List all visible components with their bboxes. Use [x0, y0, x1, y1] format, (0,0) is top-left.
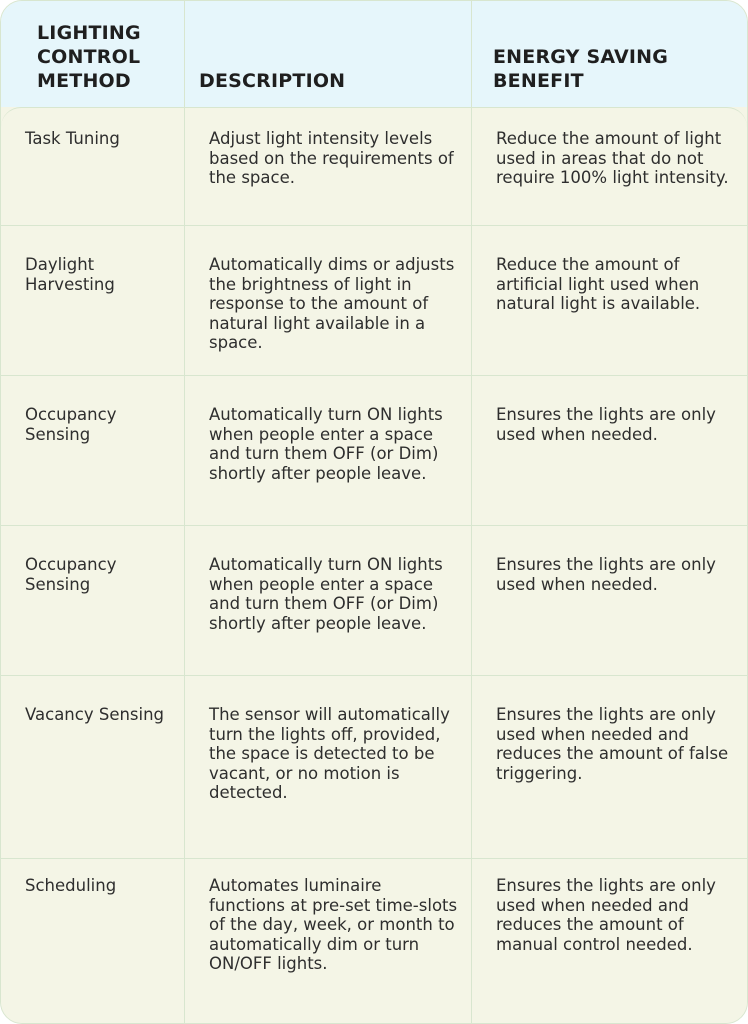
row-method: Daylight Harvesting — [25, 255, 115, 294]
row-method: Task Tuning — [25, 129, 120, 148]
row-description: Automatically turn ON lights when people enter a space and turn them OFF (or Dim) shortly after people leave. — [209, 405, 443, 483]
header-benefit: ENERGY SAVING BENEFIT — [493, 46, 669, 92]
row-benefit: Ensures the lights are only used when needed and reduces the amount of manual control needed. — [496, 876, 716, 954]
column-divider — [471, 1, 472, 1023]
table-body — [1, 107, 747, 1023]
header-method: LIGHTING CONTROL METHOD — [37, 22, 141, 92]
table-row — [1, 108, 747, 226]
header-description: DESCRIPTION — [199, 70, 346, 92]
row-benefit: Ensures the lights are only used when needed. — [496, 555, 716, 594]
row-benefit: Reduce the amount of artificial light used when natural light is available. — [496, 255, 701, 314]
table-row — [1, 859, 747, 1024]
table-header — [1, 1, 747, 107]
row-description: Automates luminaire functions at pre-set time-slots of the day, week, or month to automatically dim or turn ON/OFF lights. — [209, 876, 458, 974]
row-description: The sensor will automatically turn the lights off, provided, the space is detected to be vacant, or no motion is detected. — [209, 705, 450, 803]
row-method: Scheduling — [25, 876, 117, 895]
table-row — [1, 676, 747, 859]
row-method: Occupancy Sensing — [25, 405, 117, 444]
table-row — [1, 226, 747, 376]
row-method: Vacancy Sensing — [25, 705, 165, 724]
table-row — [1, 526, 747, 676]
row-description: Adjust light intensity levels based on the requirements of the space. — [209, 129, 454, 188]
row-benefit: Ensures the lights are only used when needed. — [496, 405, 716, 444]
row-description: Automatically dims or adjusts the brightness of light in response to the amount of natural light available in a space. — [209, 255, 455, 353]
row-description: Automatically turn ON lights when people enter a space and turn them OFF (or Dim) shortly after people leave. — [209, 555, 443, 633]
row-benefit: Ensures the lights are only used when needed and reduces the amount of false triggering. — [496, 705, 729, 783]
table-row — [1, 376, 747, 526]
row-benefit: Reduce the amount of light used in areas that do not require 100% light intensity. — [496, 129, 729, 188]
row-method: Occupancy Sensing — [25, 555, 117, 594]
column-divider — [184, 1, 185, 1023]
